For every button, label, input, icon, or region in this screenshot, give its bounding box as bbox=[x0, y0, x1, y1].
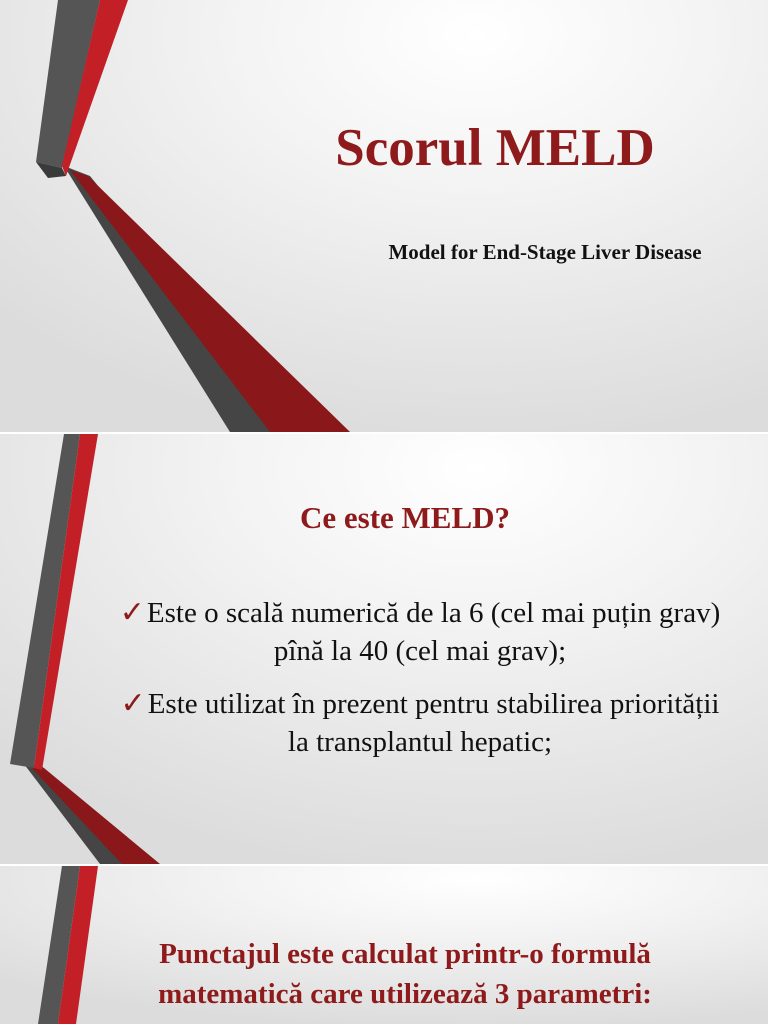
bullet-list bbox=[110, 594, 730, 776]
slide-what-is-meld bbox=[0, 434, 768, 864]
bullet-text: Este o scală numerică de la 6 (cel mai puțin grav) pînă la 40 (cel mai grav); bbox=[146, 597, 721, 667]
list-item bbox=[110, 594, 730, 670]
slide-title-text: Scorul MELD bbox=[335, 119, 655, 177]
slide-calculation bbox=[0, 866, 768, 1024]
list-item bbox=[110, 685, 730, 761]
checkmark-icon: ✓ bbox=[120, 687, 146, 720]
bullet-text: Este utilizat în prezent pentru stabilirea priorității la transplantul hepatic; bbox=[147, 688, 720, 758]
slide-heading: Ce este MELD? bbox=[299, 500, 511, 535]
slide-heading: Punctajul este calculat printr-o formulă matematică care utilizează 3 parametri: bbox=[158, 938, 652, 1010]
slide-subtitle: Model for End-Stage Liver Disease bbox=[388, 240, 702, 264]
slide-title bbox=[0, 0, 768, 432]
checkmark-icon: ✓ bbox=[119, 596, 145, 629]
decorative-stripes bbox=[0, 0, 360, 432]
